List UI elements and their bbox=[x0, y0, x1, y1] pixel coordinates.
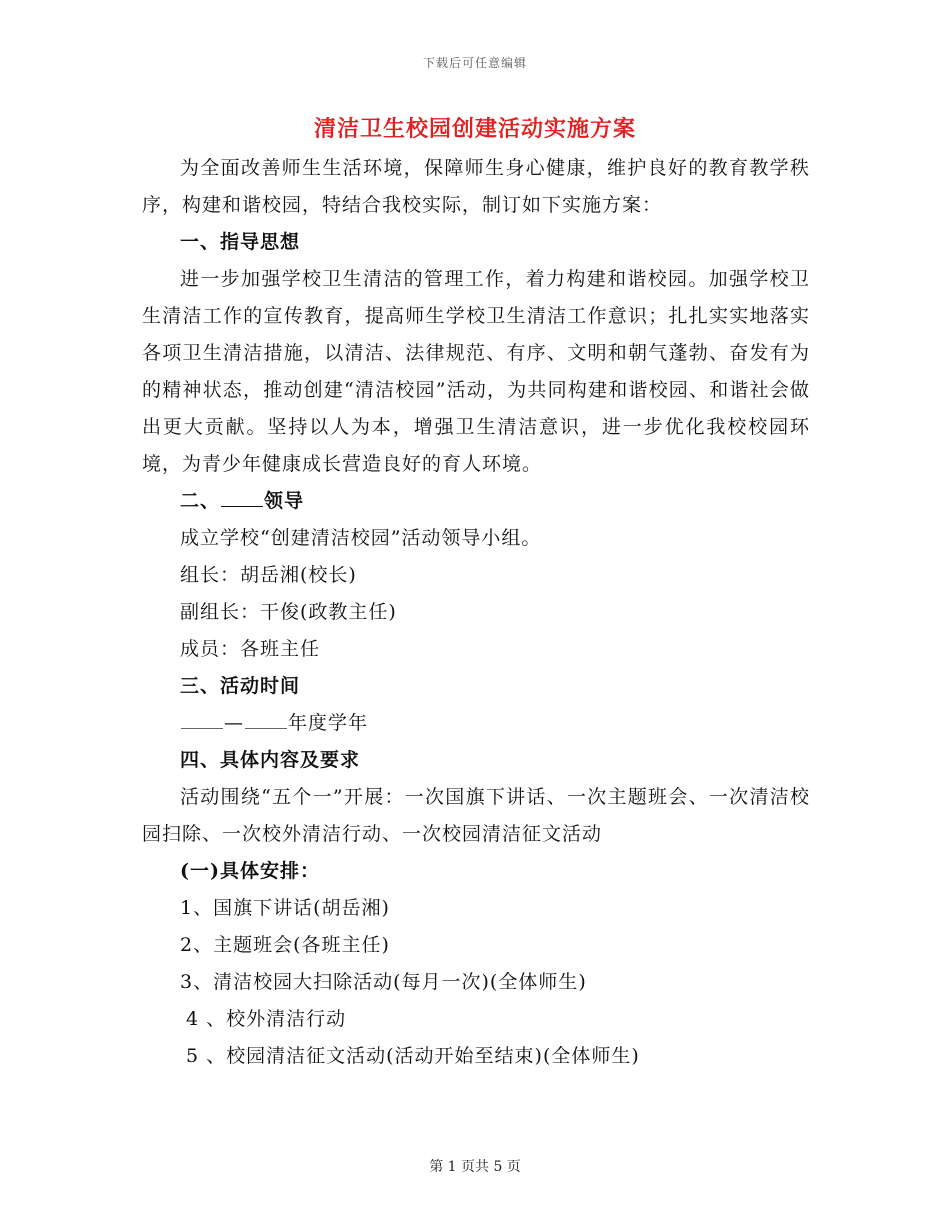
document-title: 清洁卫生校园创建活动实施方案 bbox=[313, 116, 636, 142]
section1-paragraph: 进一步加强学校卫生清洁的管理工作，着力构建和谐校园。加强学校卫生清洁工作的宣传教育，提高师生学校卫生清洁工作意识；扎扎实实地落实各项卫生清洁措施，以清洁、法律规范、有序、文明和朝气蓬勃、奋发有为的精神状态，推动创建“清洁校园”活动，为共同构建和谐校园、和谐社会做出更大贡献。坚持以人为本，增强卫生清洁意识，进一步优化我校校园环境，为青少年健康成长营造良好的育人环境。 bbox=[142, 268, 810, 475]
fill-in-blank bbox=[221, 490, 263, 507]
list-item: 3、清洁校园大扫除活动(每月一次)(全体师生) bbox=[180, 971, 587, 993]
section2-line-group: 成立学校“创建清洁校园”活动领导小组。 bbox=[180, 527, 542, 549]
period-dash: — bbox=[224, 712, 244, 734]
fill-in-blank-start bbox=[181, 712, 223, 729]
section1-heading: 一、指导思想 bbox=[180, 231, 301, 253]
period-suffix: 年度学年 bbox=[288, 712, 369, 734]
page-footer: 第 1 页共 5 页 bbox=[429, 1159, 521, 1175]
header-note: 下载后可任意编辑 bbox=[422, 56, 527, 70]
section2-line-leader: 组长：胡岳湘(校长) bbox=[180, 564, 357, 586]
list-item: 2、主题班会(各班主任) bbox=[180, 934, 390, 956]
section2-line-members: 成员：各班主任 bbox=[180, 638, 321, 660]
section2-heading-prefix: 二、 bbox=[180, 490, 221, 512]
section3-period bbox=[142, 705, 810, 742]
section2-heading bbox=[142, 483, 810, 520]
fill-in-blank-end bbox=[245, 712, 287, 729]
section4-paragraph: 活动围绕“五个一”开展：一次国旗下讲话、一次主题班会、一次清洁校园扫除、一次校外清洁行动、一次校园清洁征文活动 bbox=[142, 786, 810, 845]
section4-subheading: (一)具体安排： bbox=[180, 860, 320, 882]
section2-heading-suffix: 领导 bbox=[264, 490, 305, 512]
list-item: 5 、校园清洁征文活动(活动开始至结束)(全体师生) bbox=[186, 1045, 640, 1067]
document-body bbox=[142, 150, 810, 1075]
intro-paragraph: 为全面改善师生生活环境，保障师生身心健康，维护良好的教育教学秩序，构建和谐校园，特结合我校实际，制订如下实施方案： bbox=[142, 157, 810, 216]
list-item: 1、国旗下讲话(胡岳湘) bbox=[180, 897, 390, 919]
list-item: 4 、校外清洁行动 bbox=[186, 1008, 347, 1030]
section3-heading: 三、活动时间 bbox=[180, 675, 301, 697]
section4-heading: 四、具体内容及要求 bbox=[180, 749, 361, 771]
section2-line-deputy: 副组长：干俊(政教主任) bbox=[180, 601, 397, 623]
